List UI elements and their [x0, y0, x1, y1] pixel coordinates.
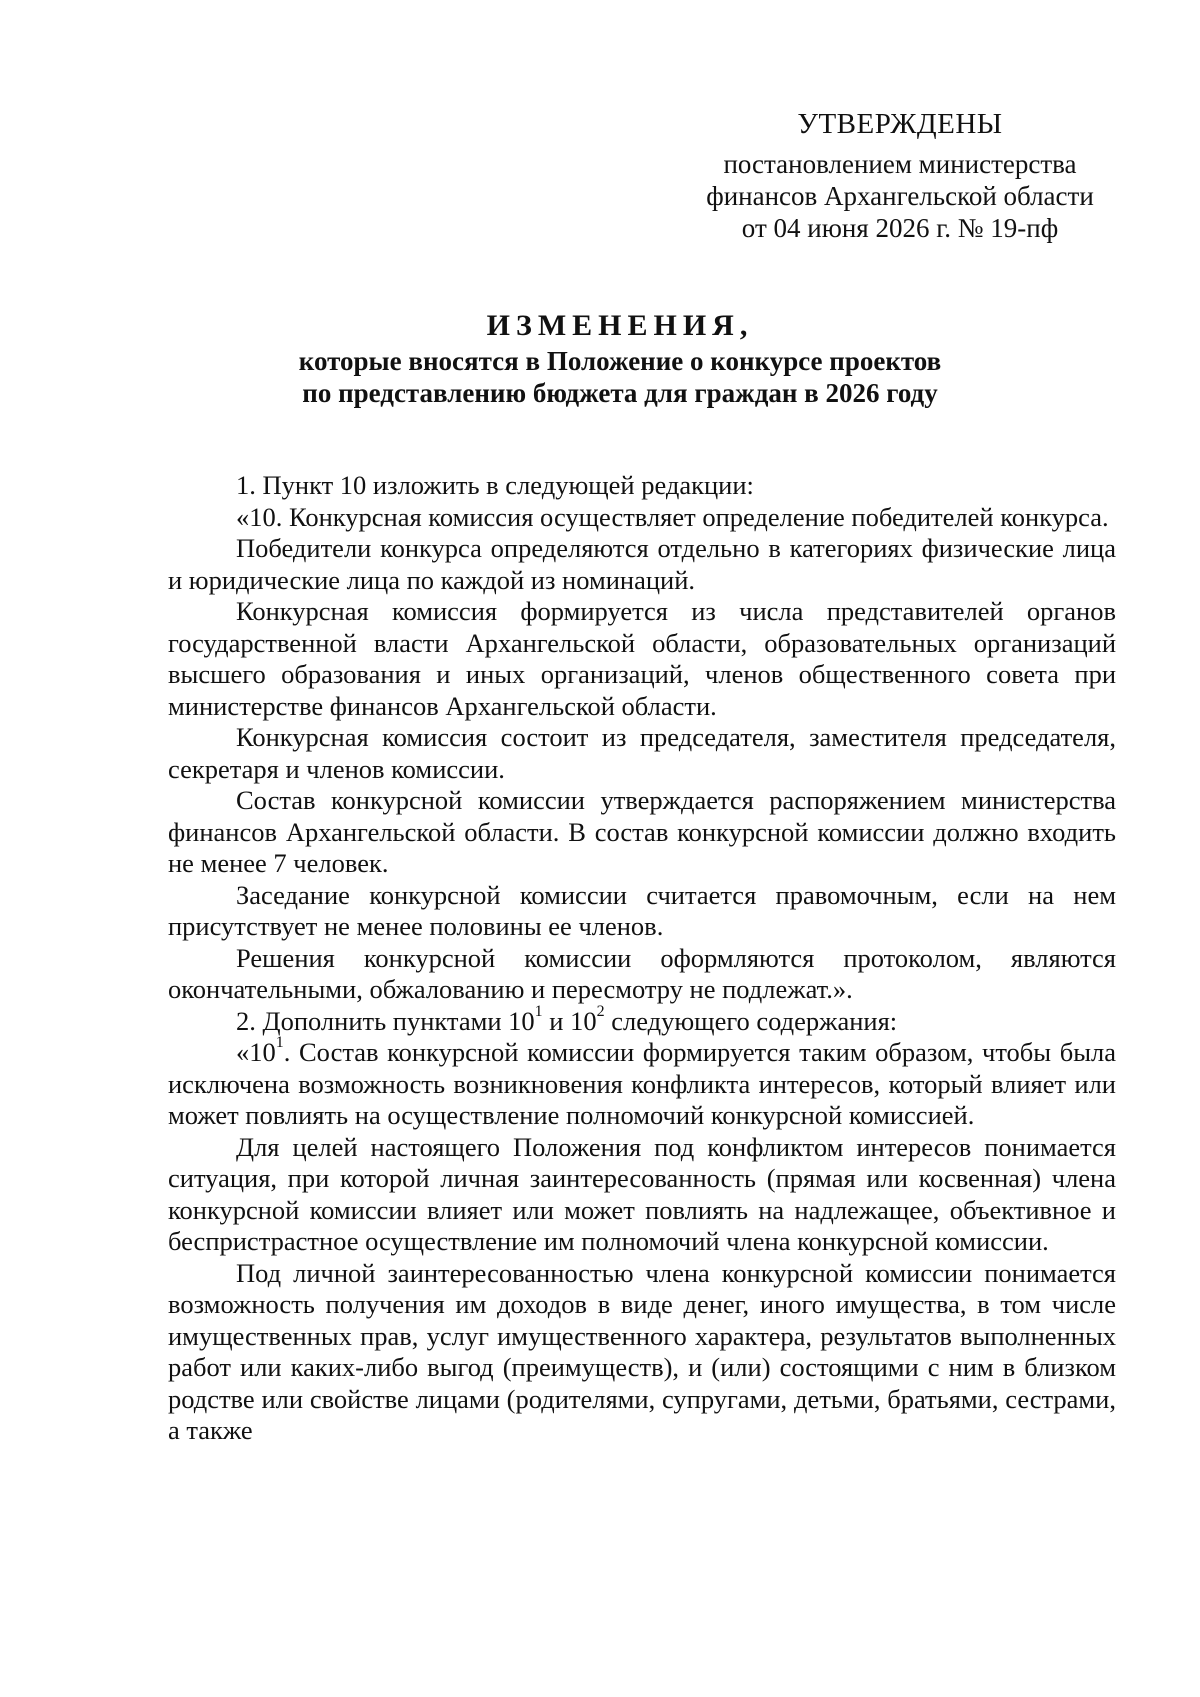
paragraph-9-part-b: и 10 [542, 1005, 597, 1036]
paragraph-10 [168, 1034, 1116, 1132]
paragraph-8: Решения конкурсной комиссии оформляются протоколом, являются окончательными, обжалованию и пересмотру не подлежат.». [168, 942, 1116, 1004]
approval-line-1: постановлением министерства [723, 149, 1077, 179]
paragraph-10-part-b: . Состав конкурсной комиссии формируется таким образом, чтобы была исключена возможность возникновения конфликта интересов, который влияет или может повлиять на осуществление полномочий конкурсной комиссией. [168, 1037, 1116, 1130]
document-heading [250, 307, 990, 409]
paragraph-12: Под личной заинтересованностью члена конкурсной комиссии понимается возможность получения им доходов в виде денег, иного имущества, в том числе имущественных прав, услуг имущественного характера, результатов выполненных работ или каких-либо выгод (преимуществ), и (или) состоящими с ним в близком родстве или свойстве лицами (родителями, супругами, детьми, братьями, сестрами, а также [168, 1257, 1116, 1445]
heading-line-1: которые вносятся в Положение о конкурсе проектов [298, 346, 942, 376]
heading-title: ИЗМЕНЕНИЯ, [486, 309, 754, 342]
paragraph-1: 1. Пункт 10 изложить в следующей редакции: [236, 470, 754, 500]
heading-line-2: по представлению бюджета для граждан в 2026 году [302, 378, 938, 408]
paragraph-7: Заседание конкурсной комиссии считается правомочным, если на нем присутствует не менее половины ее членов. [168, 879, 1116, 941]
superscript-1: 1 [534, 1002, 543, 1020]
paragraph-6: Состав конкурсной комиссии утверждается распоряжением министерства финансов Архангельской области. В состав конкурсной комиссии должно входить не менее 7 человек. [168, 785, 1116, 878]
paragraph-9-part-a: 2. Дополнить пунктами 10 [236, 1005, 535, 1036]
paragraph-3: Победители конкурса определяются отдельно в категориях физические лица и юридические лица по каждой из номинаций. [168, 533, 1116, 595]
paragraph-5: Конкурсная комиссия состоит из председателя, заместителя председателя, секретаря и членов комиссии. [168, 722, 1116, 784]
paragraph-9 [168, 1002, 1116, 1038]
paragraph-11: Для целей настоящего Положения под конфликтом интересов понимается ситуация, при которой личная заинтересованность (прямая или косвенная) члена конкурсной комиссии влияет или может повлиять на надлежащее, объективное и беспристрастное осуществление им полномочий члена конкурсной комиссии. [168, 1131, 1116, 1256]
approval-block [680, 108, 1120, 244]
superscript-2: 2 [596, 1002, 605, 1020]
approval-line-2: финансов Архангельской области [706, 181, 1094, 211]
approval-line-3: от 04 июня 2026 г. № 19-пф [741, 213, 1059, 243]
paragraph-4: Конкурсная комиссия формируется из числа представителей органов государственной власти Архангельской области, образовательных организаций высшего образования и иных организаций, членов общественного совета при министерстве финансов Архангельской области. [168, 596, 1116, 721]
superscript-10-1: 1 [275, 1034, 284, 1052]
paragraph-2: «10. Конкурсная комиссия осуществляет определение победителей конкурса. [236, 501, 1109, 532]
paragraph-10-part-a: «10 [236, 1037, 276, 1067]
paragraph-9-part-c: следующего содержания: [604, 1005, 898, 1036]
document-body [168, 470, 1116, 1447]
approval-title: УТВЕРЖДЕНЫ [797, 108, 1003, 140]
